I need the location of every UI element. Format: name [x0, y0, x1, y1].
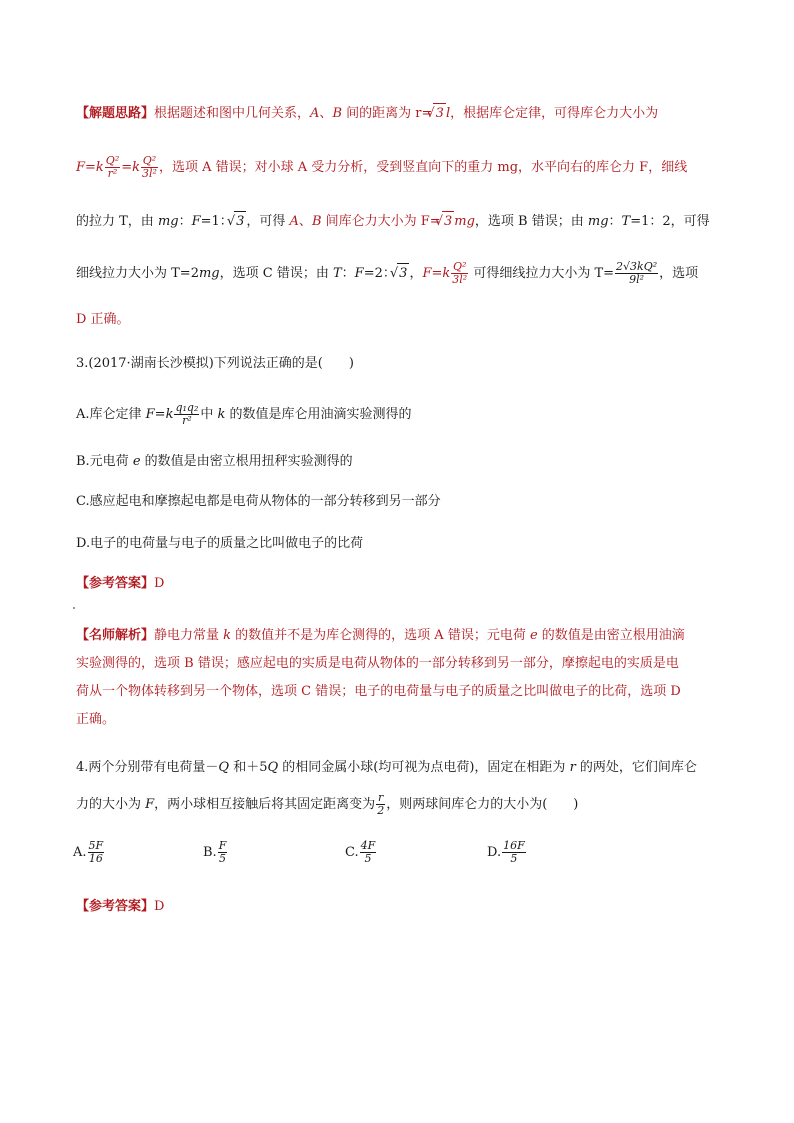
- analysis2-line1: 【名师解析】静电力常量 k 的数值并不是为库仑测得的，选项 A 错误；元电荷 e 的数值是由密立根用油滴: [76, 628, 685, 643]
- analysis1-line4: 细线拉力大小为 T=2mg，选项 C 错误；由 T：F=2：√ 3 ，F=k $\frac{\text{Q²}}{\text{3l²}}$ 可得细线拉力大小为 T= $\frac{\text{2√3kQ²}}{\text{9l²}}$ ，选项: [76, 261, 698, 286]
- q4-answer: 【参考答案】D: [76, 899, 165, 914]
- analysis1-line3: 的拉力 T，由 mg：F=1：√ 3 ，可得 A、B 间库仑力大小为 F=√ 3 mg，选项 B 错误；由 mg：T=1：2，可得: [76, 211, 710, 232]
- q3-option-b: B.元电荷 e 的数值是由密立根用扭秤实验测得的: [76, 454, 353, 469]
- analysis1-line1: 【解题思路】根据题述和图中几何关系，A、B 间的距离为 r=√ 3 l，根据库仑定律，可得库仑力大小为: [76, 103, 658, 124]
- analysis1-line2: F=k $\frac{\text{Q²}}{\text{r²}}$ =k $\frac{\text{Q²}}{\text{3l²}}$ ，选项 A 错误；对小球 A 受力分析，受到竖直向下的重力 mg，水平向右的库仑力 F，细线: [76, 154, 688, 180]
- fraction: $\frac{\text{Q²}}{\text{3l²}}$: [452, 260, 468, 286]
- q4-option-c: C. $\frac{4F}{5}$: [345, 839, 376, 865]
- q4-option-d: D. $\frac{16F}{5}$: [487, 839, 525, 865]
- q3-answer: 【参考答案】D: [76, 576, 165, 591]
- analysis2-line2: 实验测得的，选项 B 错误；感应起电的实质是电荷从物体的一部分转移到另一部分，摩擦起电的实质是电: [76, 656, 679, 671]
- fraction: $\frac{16F}{5}$: [503, 839, 525, 865]
- stray-dot: [73, 607, 75, 609]
- analysis1-tag: 【解题思路】: [76, 106, 155, 121]
- q4-option-b: B. $\frac{F}{5}$: [203, 839, 227, 865]
- q3-option-a: A.库仑定律 F=k $\frac{\text{q₁q₂}}{\text{r²}}$ 中 k 的数值是库仑用油滴实验测得的: [76, 401, 412, 427]
- analysis1-line5: D 正确。: [76, 312, 130, 327]
- q3-option-d: D.电子的电荷量与电子的质量之比叫做电子的比荷: [76, 536, 364, 551]
- q4-option-a: A. $\frac{5F}{16}$: [73, 839, 104, 865]
- analysis2-line3: 荷从一个物体转移到另一个物体，选项 C 错误；电子的电荷量与电子的质量之比叫做电子的比荷，选项 D: [76, 684, 681, 699]
- analysis2-line4: 正确。: [76, 712, 116, 727]
- fraction: $\frac{5F}{16}$: [88, 839, 104, 865]
- fraction: $\frac{\text{2√3kQ²}}{\text{9l²}}$: [616, 260, 658, 286]
- fraction: $\frac{4F}{5}$: [360, 839, 376, 865]
- q3-stem: 3.(2017·湖南长沙模拟)下列说法正确的是( ): [76, 356, 354, 371]
- fraction: $\frac{\text{q₁q₂}}{\text{r²}}$: [175, 401, 199, 427]
- q4-line2: 力的大小为 F，两小球相互接触后将其固定距离变为 $\frac{r}{2}$ ，则两球间库仑力的大小为( ): [76, 791, 579, 817]
- fraction: $\frac{r}{2}$: [377, 791, 385, 817]
- fraction: $\frac{\text{Q²}}{\text{r²}}$: [105, 154, 120, 180]
- q3-option-c: C.感应起电和摩擦起电都是电荷从物体的一部分转移到另一部分: [76, 494, 441, 509]
- fraction: $\frac{F}{5}$: [218, 839, 227, 865]
- fraction: $\frac{\text{Q²}}{\text{3l²}}$: [142, 154, 157, 180]
- q4-line1: 4.两个分别带有电荷量－Q 和＋5Q 的相同金属小球(均可视为点电荷)，固定在相距为 r 的两处，它们间库仑: [76, 760, 697, 775]
